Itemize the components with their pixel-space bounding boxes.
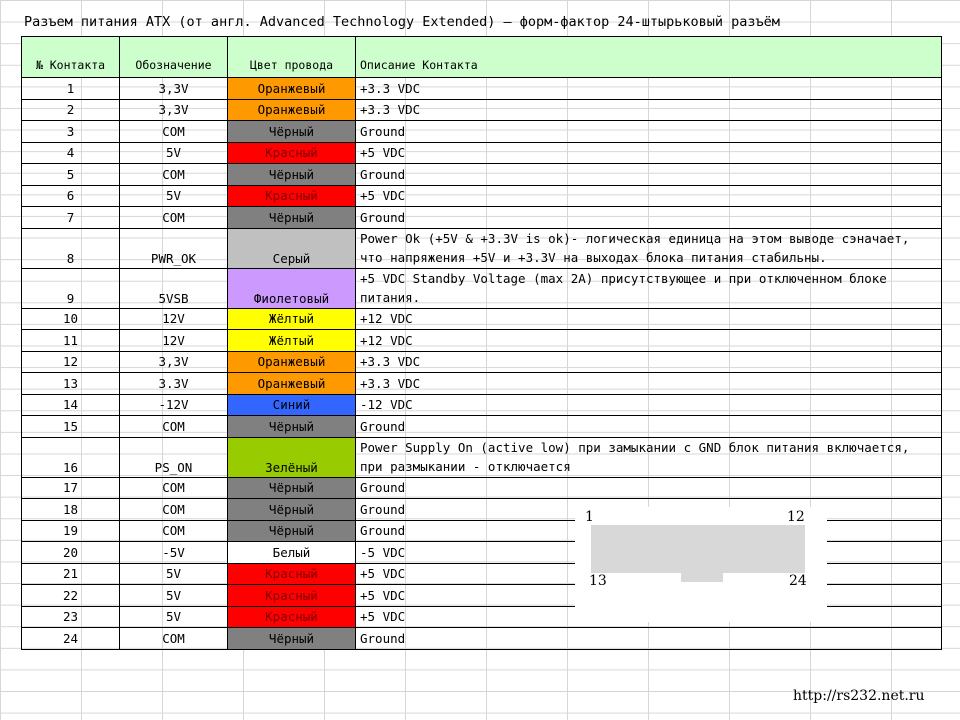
pin-number-cell: 16 [22, 437, 120, 477]
header-description: Описание Контакта [356, 37, 942, 78]
description-cell: Ground [356, 121, 942, 143]
connector-pin-label-1: 1 [585, 509, 594, 525]
description-cell: +5 VDC [356, 563, 942, 585]
connector-pin-label-12: 12 [787, 509, 805, 525]
wire-color-cell: Фиолетовый [228, 268, 356, 308]
table-row [22, 437, 942, 477]
pin-number-cell: 2 [22, 99, 120, 121]
description-cell: +5 VDC [356, 585, 942, 607]
wire-color-cell: Жёлтый [228, 308, 356, 330]
pin-number-cell: 1 [22, 78, 120, 100]
table-row [22, 164, 942, 186]
description-cell: +12 VDC [356, 330, 942, 352]
wire-color-cell: Чёрный [228, 164, 356, 186]
header-pin: № Контакта [22, 37, 120, 78]
description-cell: Ground [356, 477, 942, 499]
signal-name-cell: 12V [120, 308, 228, 330]
pin-number-cell: 8 [22, 228, 120, 268]
table-row [22, 308, 942, 330]
wire-color-cell: Чёрный [228, 121, 356, 143]
pin-number-cell: 4 [22, 142, 120, 164]
pin-number-cell: 20 [22, 542, 120, 564]
connector-diagram [575, 507, 827, 622]
signal-name-cell: 3.3V [120, 373, 228, 395]
table-row [22, 628, 942, 650]
signal-name-cell: 5V [120, 142, 228, 164]
connector-latch [681, 573, 723, 582]
description-cell: +12 VDC [356, 308, 942, 330]
table-row [22, 78, 942, 100]
wire-color-cell: Чёрный [228, 477, 356, 499]
pin-number-cell: 12 [22, 351, 120, 373]
wire-color-cell: Красный [228, 563, 356, 585]
signal-name-cell: COM [120, 416, 228, 438]
table-row [22, 121, 942, 143]
table-row [22, 268, 942, 308]
table-row [22, 142, 942, 164]
description-cell: Ground [356, 416, 942, 438]
signal-name-cell: PS_ON [120, 437, 228, 477]
description-cell: Ground [356, 520, 942, 542]
pin-number-cell: 19 [22, 520, 120, 542]
wire-color-cell: Оранжевый [228, 351, 356, 373]
signal-name-cell: 5V [120, 606, 228, 628]
description-cell: +3.3 VDC [356, 351, 942, 373]
description-cell: Ground [356, 164, 942, 186]
signal-name-cell: 5V [120, 185, 228, 207]
site-url[interactable]: http://rs232.net.ru [793, 688, 925, 704]
description-cell: +5 VDC [356, 606, 942, 628]
description-cell: +3.3 VDC [356, 78, 942, 100]
wire-color-cell: Чёрный [228, 628, 356, 650]
pin-number-cell: 9 [22, 268, 120, 308]
table-header-row [22, 37, 942, 78]
description-cell: Ground [356, 628, 942, 650]
pin-number-cell: 10 [22, 308, 120, 330]
pin-number-cell: 6 [22, 185, 120, 207]
pin-number-cell: 17 [22, 477, 120, 499]
table-row [22, 373, 942, 395]
table-row [22, 99, 942, 121]
signal-name-cell: COM [120, 121, 228, 143]
wire-color-cell: Красный [228, 185, 356, 207]
signal-name-cell: 5VSB [120, 268, 228, 308]
wire-color-cell: Красный [228, 585, 356, 607]
connector-body [591, 525, 805, 573]
signal-name-cell: COM [120, 477, 228, 499]
connector-pin-label-13: 13 [589, 573, 607, 589]
description-cell: -5 VDC [356, 542, 942, 564]
signal-name-cell: 12V [120, 330, 228, 352]
table-row [22, 330, 942, 352]
description-cell: +3.3 VDC [356, 373, 942, 395]
wire-color-cell: Синий [228, 394, 356, 416]
description-cell: Power Supply On (active low) при замыкании с GND блок питания включается, при размыкании - отключается [356, 437, 942, 477]
pin-number-cell: 18 [22, 499, 120, 521]
signal-name-cell: 3,3V [120, 351, 228, 373]
page-title: Разъем питания ATX (от англ. Advanced Technology Extended) — форм-фактор 24-штырьковый разъём [24, 14, 780, 30]
pin-number-cell: 11 [22, 330, 120, 352]
signal-name-cell: COM [120, 164, 228, 186]
table-row [22, 207, 942, 229]
description-cell: +5 VDC [356, 185, 942, 207]
wire-color-cell: Оранжевый [228, 78, 356, 100]
wire-color-cell: Серый [228, 228, 356, 268]
wire-color-cell: Чёрный [228, 416, 356, 438]
table-row [22, 185, 942, 207]
wire-color-cell: Белый [228, 542, 356, 564]
wire-color-cell: Чёрный [228, 520, 356, 542]
connector-pin-label-24: 24 [789, 573, 807, 589]
signal-name-cell: COM [120, 499, 228, 521]
wire-color-cell: Чёрный [228, 499, 356, 521]
pin-number-cell: 7 [22, 207, 120, 229]
table-row [22, 228, 942, 268]
pin-number-cell: 3 [22, 121, 120, 143]
wire-color-cell: Зелёный [228, 437, 356, 477]
pin-number-cell: 13 [22, 373, 120, 395]
header-wire-color: Цвет провода [228, 37, 356, 78]
description-cell: -12 VDC [356, 394, 942, 416]
pin-number-cell: 23 [22, 606, 120, 628]
description-cell: Ground [356, 207, 942, 229]
pin-number-cell: 15 [22, 416, 120, 438]
signal-name-cell: COM [120, 520, 228, 542]
wire-color-cell: Чёрный [228, 207, 356, 229]
signal-name-cell: -5V [120, 542, 228, 564]
pin-number-cell: 21 [22, 563, 120, 585]
signal-name-cell: 3,3V [120, 99, 228, 121]
signal-name-cell: COM [120, 628, 228, 650]
pin-number-cell: 24 [22, 628, 120, 650]
pin-number-cell: 22 [22, 585, 120, 607]
description-cell: +3.3 VDC [356, 99, 942, 121]
signal-name-cell: -12V [120, 394, 228, 416]
pin-number-cell: 14 [22, 394, 120, 416]
signal-name-cell: 5V [120, 585, 228, 607]
description-cell: Power Ok (+5V & +3.3V is ok)- логическая единица на этом выводе сэначает, что напряжения +5V и +3.3V на выходах блока питания стабильны. [356, 228, 942, 268]
table-row [22, 477, 942, 499]
signal-name-cell: COM [120, 207, 228, 229]
wire-color-cell: Красный [228, 606, 356, 628]
wire-color-cell: Оранжевый [228, 99, 356, 121]
table-row [22, 416, 942, 438]
description-cell: +5 VDC Standby Voltage (max 2A) присутствующее и при отключенном блоке питания. [356, 268, 942, 308]
wire-color-cell: Жёлтый [228, 330, 356, 352]
table-row [22, 351, 942, 373]
table-row [22, 394, 942, 416]
description-cell: +5 VDC [356, 142, 942, 164]
wire-color-cell: Оранжевый [228, 373, 356, 395]
signal-name-cell: PWR_OK [120, 228, 228, 268]
signal-name-cell: 5V [120, 563, 228, 585]
signal-name-cell: 3,3V [120, 78, 228, 100]
header-signal: Обозначение [120, 37, 228, 78]
wire-color-cell: Красный [228, 142, 356, 164]
pin-number-cell: 5 [22, 164, 120, 186]
description-cell: Ground [356, 499, 942, 521]
